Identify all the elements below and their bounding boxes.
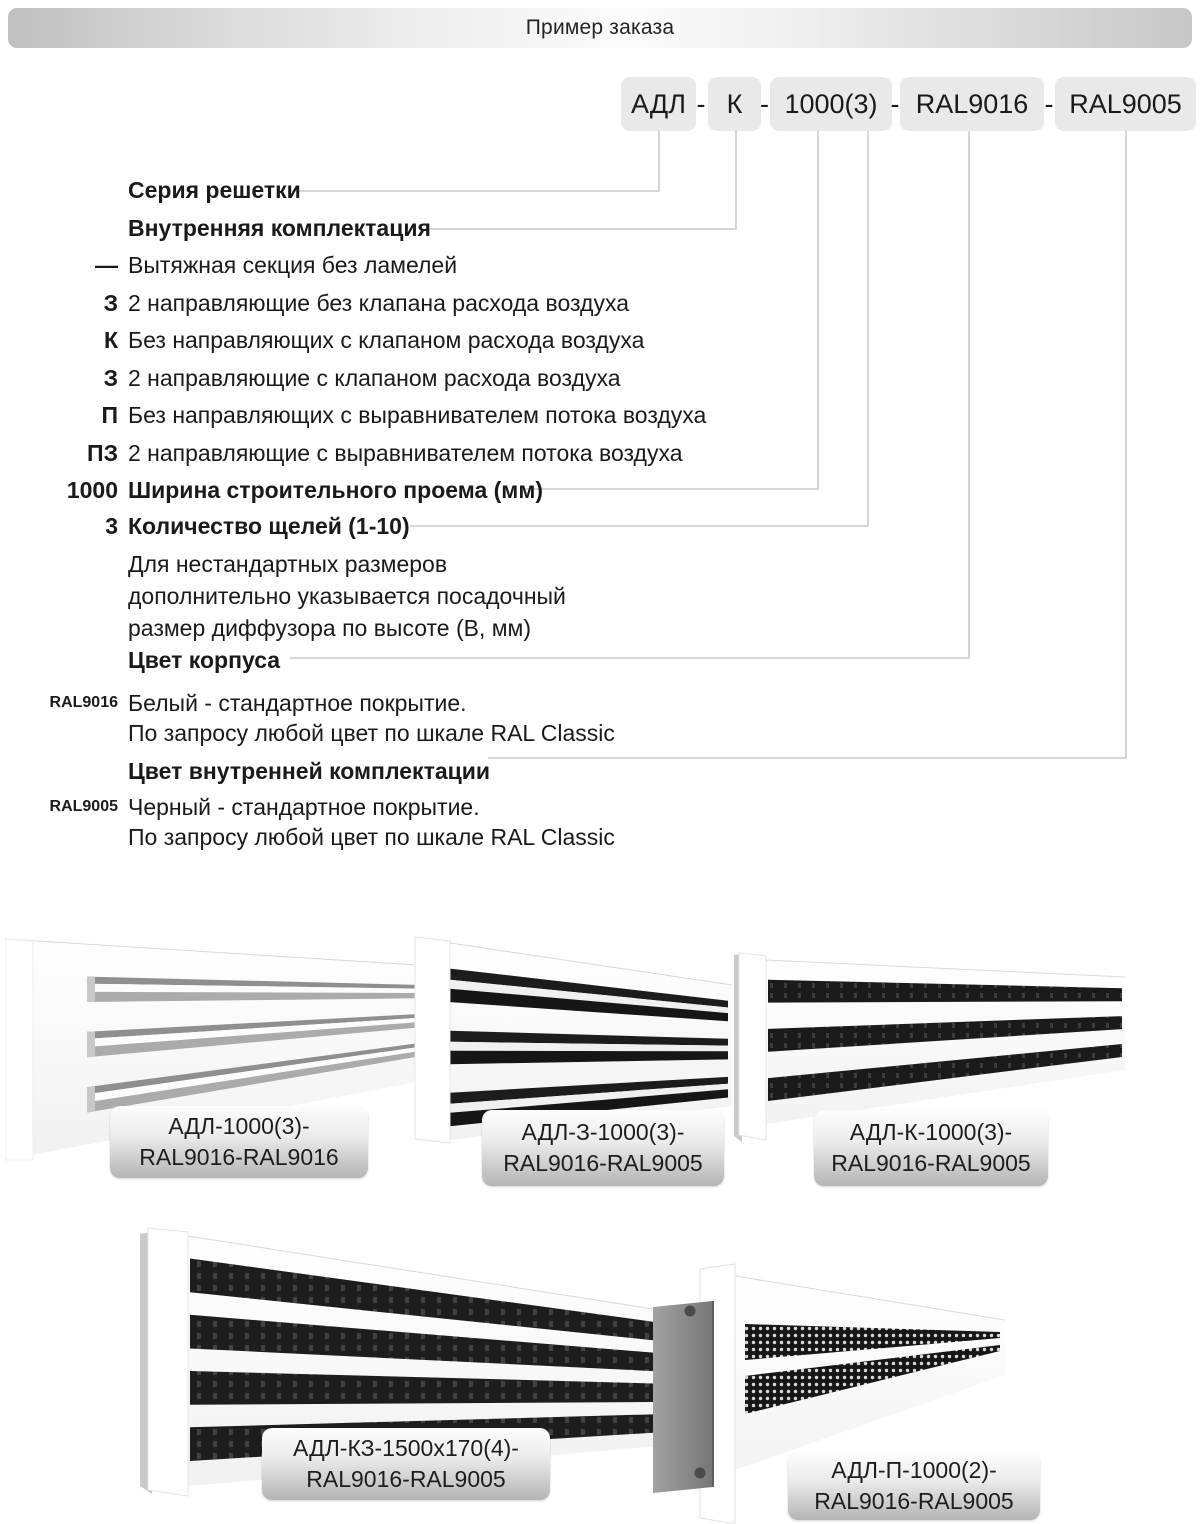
page-title: Пример заказа <box>525 16 675 39</box>
product-label-line: RAL9016-RAL9016 <box>139 1144 339 1170</box>
body-color-line: Белый - стандартное покрытие. <box>128 690 467 716</box>
option-text: 2 направляющие с клапаном расхода воздуха <box>128 364 621 391</box>
legend-row-inner-color <box>10 756 800 786</box>
config-option-row <box>10 285 800 323</box>
product-label-line: RAL9016-RAL9005 <box>503 1150 703 1176</box>
note-line: Для нестандартных размеров <box>128 551 448 577</box>
header-bar <box>8 8 1192 48</box>
option-text: Вытяжная секция без ламелей <box>128 252 458 279</box>
option-text: Без направляющих с выравнивателем потока воздуха <box>128 402 707 429</box>
legend-row-body-color <box>10 646 800 674</box>
option-text: Без направляющих с клапаном расхода воздуха <box>128 327 645 354</box>
order-code-separator: - <box>760 89 769 119</box>
order-code-separator: - <box>1044 89 1054 119</box>
product-label-adl-kz <box>262 1428 550 1500</box>
config-label: Внутренняя комплектация <box>128 214 431 241</box>
order-code-body-color-chip: RAL9016 <box>900 77 1044 131</box>
product-label-line: АДЛ-З-1000(3)- <box>521 1119 685 1145</box>
width-code: 1000 <box>66 476 118 503</box>
inner-color-line: Черный - стандартное покрытие. <box>128 794 480 820</box>
note-line: размер диффузора по высоте (В, мм) <box>128 615 532 641</box>
note-line: дополнительно указывается посадочный <box>128 583 566 609</box>
product-label-line: АДЛ-1000(3)- <box>168 1113 310 1139</box>
inner-color-code: RAL9005 <box>49 798 118 815</box>
config-option-row <box>10 435 800 473</box>
product-label-line: RAL9016-RAL9005 <box>831 1150 1031 1176</box>
product-label-line: АДЛ-К-1000(3)- <box>849 1119 1013 1145</box>
order-code-inner-color-chip: RAL9005 <box>1055 77 1196 131</box>
legend-row-slots <box>10 508 800 544</box>
product-label-adl-k <box>814 1110 1048 1186</box>
option-text: 2 направляющие без клапана расхода воздуха <box>128 289 629 316</box>
config-option-row <box>10 397 800 435</box>
product-label-adl-white <box>110 1106 368 1178</box>
screw-icon <box>695 1468 706 1479</box>
order-code-legend <box>10 171 800 852</box>
body-color-block <box>10 688 800 748</box>
nonstandard-size-note <box>10 548 800 644</box>
screw-icon <box>685 1306 696 1317</box>
product-label-adl-p <box>788 1452 1040 1520</box>
legend-row-width <box>10 472 800 508</box>
order-code-config-chip: К <box>708 77 761 131</box>
body-color-code: RAL9016 <box>49 694 118 711</box>
option-code: З <box>103 289 118 316</box>
width-label: Ширина строительного проема (мм) <box>128 476 543 503</box>
inner-color-description <box>128 792 615 852</box>
inner-color-label: Цвет внутренней комплектации <box>128 757 491 784</box>
product-label-line: АДЛ-П-1000(2)- <box>831 1457 997 1483</box>
config-option-row <box>10 247 800 285</box>
order-code-separator: - <box>890 89 900 119</box>
product-label-line: RAL9016-RAL9005 <box>306 1466 506 1492</box>
product-label-line: RAL9016-RAL9005 <box>814 1488 1014 1514</box>
option-code: К <box>103 327 118 354</box>
order-code-separator: - <box>696 89 706 119</box>
slots-label: Количество щелей (1-10) <box>128 512 410 539</box>
inner-color-block <box>10 792 800 852</box>
option-code: ПЗ <box>87 439 118 466</box>
product-label-adl-z <box>482 1110 724 1186</box>
product-label-line: АДЛ-КЗ-1500х170(4)- <box>293 1435 519 1461</box>
body-color-description <box>128 688 615 748</box>
inner-color-line: По запросу любой цвет по шкале RAL Classic <box>128 824 615 850</box>
config-option-row <box>10 360 800 398</box>
option-text: 2 направляющие с выравнивателем потока воздуха <box>128 439 683 466</box>
order-code-series-chip: АДЛ <box>621 77 696 131</box>
option-code: З <box>103 364 118 391</box>
series-label: Серия решетки <box>128 176 301 203</box>
body-color-line: По запросу любой цвет по шкале RAL Classic <box>128 720 615 746</box>
body-color-label: Цвет корпуса <box>128 646 281 673</box>
config-option-row <box>10 322 800 360</box>
order-code-size-chip: 1000(3) <box>770 77 892 131</box>
legend-row-series <box>10 171 800 209</box>
legend-row-config <box>10 209 800 247</box>
slots-code: 3 <box>105 512 118 539</box>
option-code: — <box>95 252 118 279</box>
option-code: П <box>101 402 118 429</box>
